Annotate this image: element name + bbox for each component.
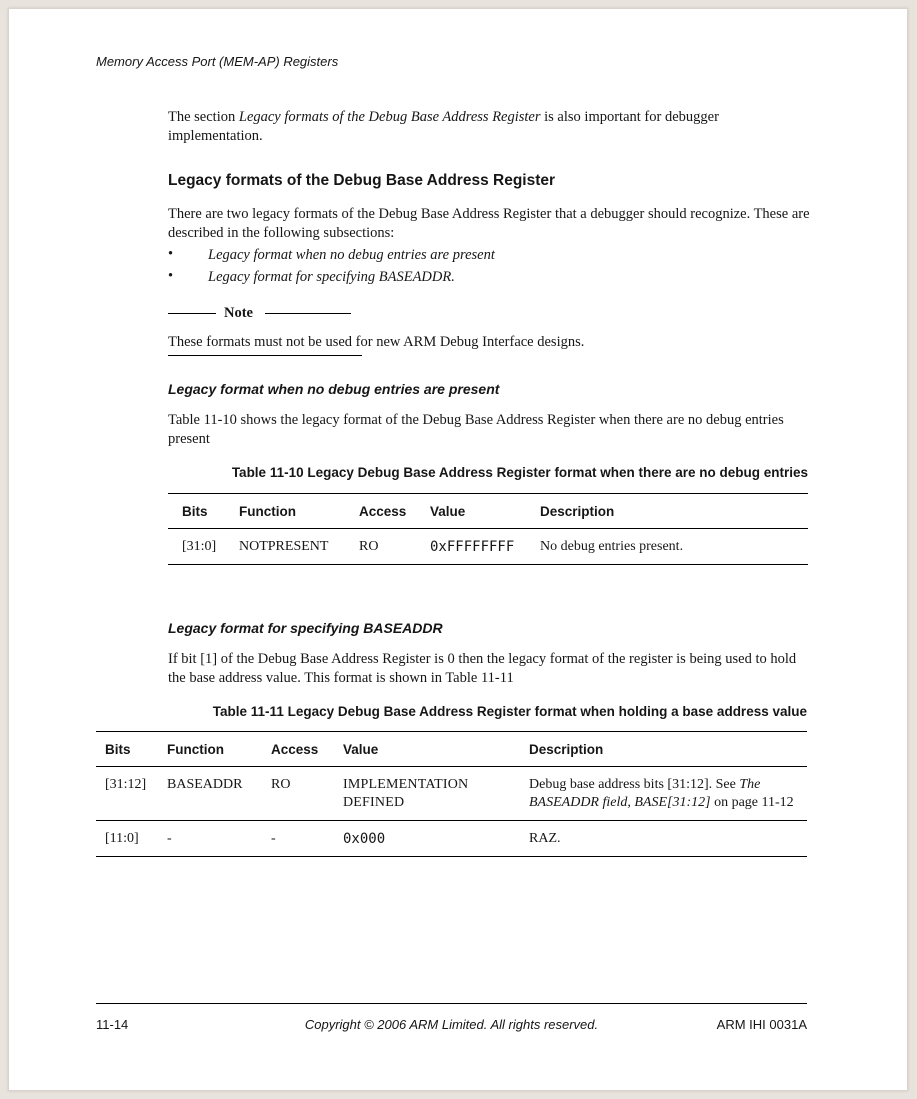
list-item xyxy=(168,268,813,287)
note-label: Note xyxy=(224,305,253,321)
cell-bits: [31:0] xyxy=(182,539,217,554)
cell-function: - xyxy=(167,831,172,846)
column-header-access: Access xyxy=(359,503,407,519)
table-row xyxy=(96,767,807,821)
cell-access: - xyxy=(271,831,276,846)
intro-text-pre: The section xyxy=(168,109,239,125)
cell-bits: [31:12] xyxy=(105,777,147,792)
table-10-caption: Table 11-10 Legacy Debug Base Address Register format when there are no debug entries xyxy=(231,465,808,480)
table-11-caption: Table 11-11 Legacy Debug Base Address Register format when holding a base address value xyxy=(212,704,807,719)
subsection2-body: If bit [1] of the Debug Base Address Register is 0 then the legacy format of the register is being used to hold the base address value. This format is shown in Table 11-11 xyxy=(168,651,797,686)
column-header-value: Value xyxy=(343,741,379,757)
page-footer xyxy=(96,1017,807,1032)
column-header-bits: Bits xyxy=(105,741,131,757)
column-header-function: Function xyxy=(167,741,224,757)
subsection1-title: Legacy format when no debug entries are present xyxy=(168,381,500,397)
bullet-icon: • xyxy=(168,267,174,284)
copyright-notice: Copyright © 2006 ARM Limited. All rights reserved. xyxy=(304,1017,599,1032)
page-number: 11-14 xyxy=(96,1017,129,1032)
column-header-bits: Bits xyxy=(182,503,208,519)
cell-value: IMPLEMENTATION DEFINED xyxy=(343,777,469,810)
cell-function: NOTPRESENT xyxy=(239,539,329,554)
column-header-value: Value xyxy=(430,503,466,519)
cell-description xyxy=(529,767,807,821)
note-body: These formats must not be used for new ARM Debug Interface designs. xyxy=(168,334,585,350)
bullet-text: Legacy format for specifying BASEADDR. xyxy=(208,268,455,285)
table-row xyxy=(96,821,807,857)
table-11-10 xyxy=(168,493,808,565)
description-text-pre: Debug base address bits [31:12]. See xyxy=(529,777,740,792)
cell-access: RO xyxy=(271,777,291,792)
list-item xyxy=(168,246,813,265)
table-header-row xyxy=(168,494,808,529)
description-text-italic: The BASEADDR field, BASE[31:12] xyxy=(529,777,761,810)
note-heading xyxy=(168,305,351,322)
note-closing-rule xyxy=(168,355,362,356)
section-body: There are two legacy formats of the Debug Base Address Register that a debugger should recognize. These are described in the following subsections: xyxy=(168,206,810,241)
subsection1-body: Table 11-10 shows the legacy format of the Debug Base Address Register when there are no debug entries present xyxy=(168,412,784,447)
bullet-text: Legacy format when no debug entries are present xyxy=(208,247,495,263)
cell-description: RAZ. xyxy=(529,831,561,846)
intro-text-italic: Legacy formats of the Debug Base Address Register xyxy=(238,109,541,125)
intro-paragraph xyxy=(168,108,810,145)
cell-description: No debug entries present. xyxy=(540,539,684,554)
column-header-description: Description xyxy=(540,503,615,519)
note-rule-left xyxy=(168,313,216,314)
footer-rule xyxy=(96,1003,807,1004)
column-header-access: Access xyxy=(271,741,319,757)
table-row xyxy=(168,529,808,565)
bullet-list xyxy=(168,246,813,289)
column-header-description: Description xyxy=(529,741,604,757)
cell-value: 0x000 xyxy=(343,831,386,847)
column-header-function: Function xyxy=(239,503,296,519)
note-rule-right xyxy=(265,313,351,314)
subsection2-title: Legacy format for specifying BASEADDR xyxy=(168,620,443,636)
cell-value: 0xFFFFFFFF xyxy=(430,539,515,555)
cell-function: BASEADDR xyxy=(167,777,243,792)
description-text-post: on page 11-12 xyxy=(710,795,794,810)
cell-access: RO xyxy=(359,539,379,554)
table-header-row xyxy=(96,732,807,767)
cell-bits: [11:0] xyxy=(105,831,139,846)
table-11-11 xyxy=(96,731,807,857)
running-header: Memory Access Port (MEM-AP) Registers xyxy=(96,54,339,69)
intro-text-post: is also important for debugger implementation. xyxy=(168,109,719,144)
bullet-icon: • xyxy=(168,246,174,262)
section-title: Legacy formats of the Debug Base Address Register xyxy=(168,172,556,189)
document-id: ARM IHI 0031A xyxy=(716,1017,807,1032)
document-page xyxy=(8,8,908,1091)
